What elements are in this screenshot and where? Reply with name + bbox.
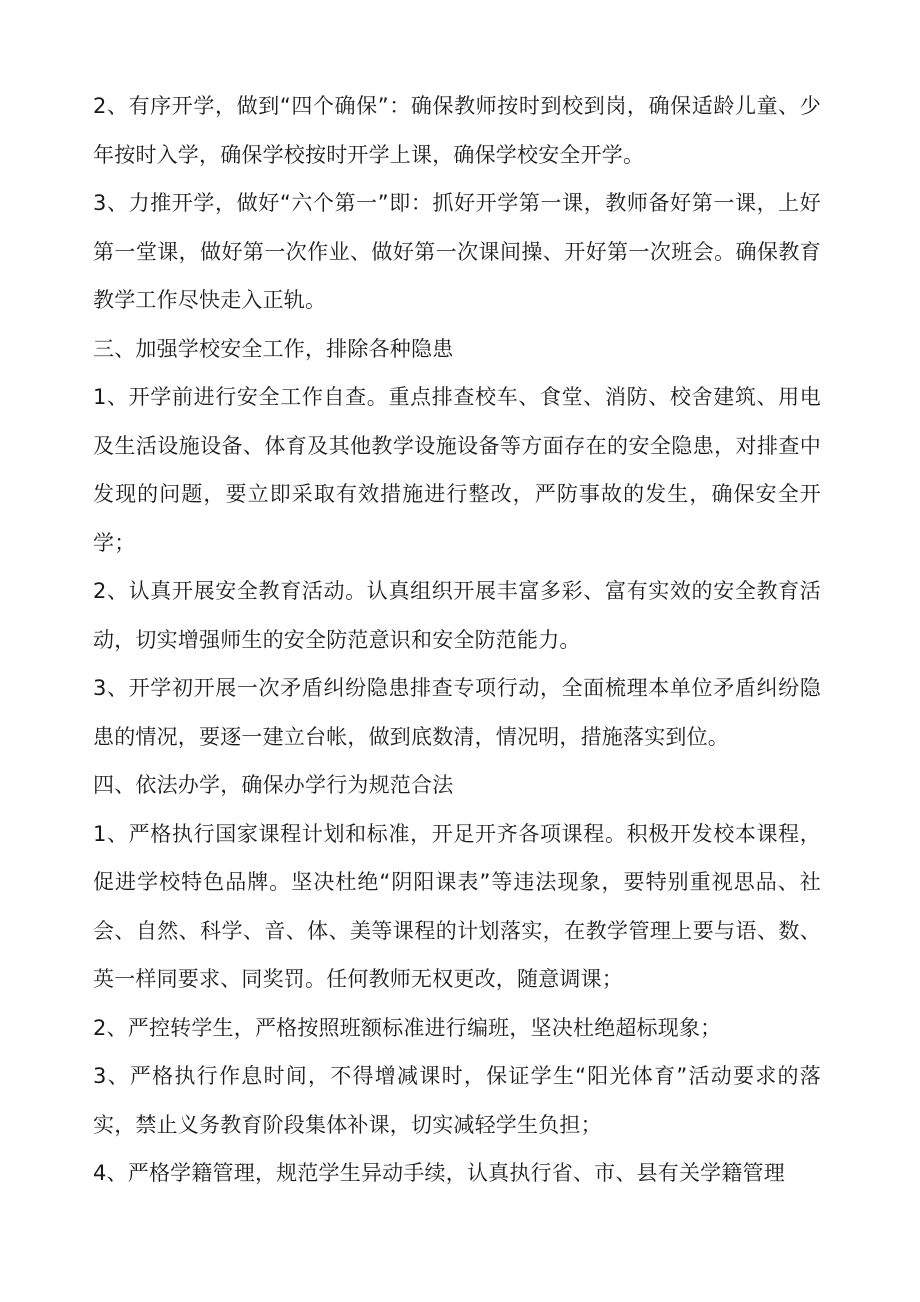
paragraph-transfer-control: 2、严控转学生，严格按照班额标准进行编班，坚决杜绝超标现象； <box>93 1015 722 1040</box>
paragraph-curriculum-plan: 1、严格执行国家课程计划和标准，开足开齐各项课程。积极开发校本课程，促进学校特色品牌。坚决杜绝“阴阳课表”等违法现象，要特别重视思品、社会、自然、科学、音、体、美等课程的计划落实，在教学管理上要与语、数、英一样同要求、同奖罚。任何教师无权更改，随意调课； <box>93 821 821 991</box>
paragraph-safety-education: 2、认真开展安全教育活动。认真组织开展丰富多彩、富有实效的安全教育活动，切实增强师生的安全防范意识和安全防范能力。 <box>93 579 821 652</box>
paragraph-safety-self-check: 1、开学前进行安全工作自查。重点排查校车、食堂、消防、校舍建筑、用电及生活设施设备、体育及其他教学设施设备等方面存在的安全隐患，对排查中发现的问题，要立即采取有效措施进行整改，严防事故的发生，确保安全开学； <box>93 385 821 555</box>
section-heading-lawful-schooling: 四、依法办学，确保办学行为规范合法 <box>93 773 454 797</box>
paragraph-student-registry: 4、严格学籍管理，规范学生异动手续，认真执行省、市、县有关学籍管理 <box>93 1161 785 1185</box>
section-heading-safety: 三、加强学校安全工作，排除各种隐患 <box>93 336 454 361</box>
paragraph-item-2-orderly-opening: 2、有序开学，做到“四个确保”：确保教师按时到校到岗，确保适龄儿童、少年按时入学，确保学校按时开学上课，确保学校安全开学。 <box>93 94 821 167</box>
paragraph-item-3-six-firsts: 3、力推开学，做好“六个第一”即：抓好开学第一课，教师备好第一课，上好第一堂课，做好第一次作业、做好第一次课间操、开好第一次班会。确保教育教学工作尽快走入正轨。 <box>93 191 821 312</box>
document-body <box>93 82 821 1198</box>
paragraph-schedule: 3、严格执行作息时间，不得增减课时，保证学生“阳光体育”活动要求的落实，禁止义务教育阶段集体补课，切实减轻学生负担； <box>93 1064 821 1137</box>
paragraph-dispute-screening: 3、开学初开展一次矛盾纠纷隐患排查专项行动，全面梳理本单位矛盾纠纷隐患的情况，要逐一建立台帐，做到底数清，情况明，措施落实到位。 <box>93 676 821 749</box>
